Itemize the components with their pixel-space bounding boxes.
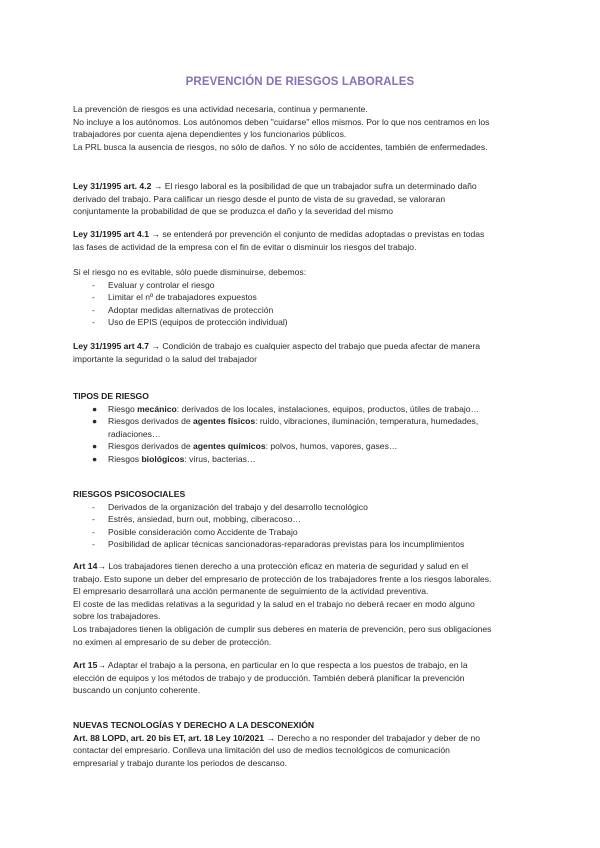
art-4-2-line: derivado del trabajo. Para calificar un riesgo desde el punto de vista de su gravedad, se valoraran <box>73 193 446 204</box>
art-4-1-paragraph <box>73 228 535 253</box>
item-text: : ruido, vibraciones, iluminación, temperatura, humedades, <box>255 416 479 427</box>
list-item-text: Posible consideración como Accidente de Trabajo <box>108 526 298 537</box>
dash-marker: - <box>92 292 95 303</box>
art-4-1-line: las fases de actividad de la empresa con el fin de evitar o disminuir los riesgos del trabajo. <box>73 241 417 252</box>
desconexion-line: contactar del empresario. Conlleva una limitación del uso de medios tecnológicos de comunicación <box>73 745 450 756</box>
item-text: Riesgos <box>108 453 142 464</box>
intro-line: La prevención de riesgos es una actividad necesaria, continua y permanente. <box>73 104 368 114</box>
list-item-text: Limitar el nº de trabajadores expuestos <box>108 292 257 303</box>
bullet-icon: ● <box>92 403 98 414</box>
art-4-2-text: El riesgo laboral es la posibilidad de que un trabajador sufra un determinado daño <box>162 181 477 191</box>
tipos-riesgo-section <box>73 390 535 466</box>
list-item <box>73 316 535 329</box>
desconexion-section <box>73 719 535 769</box>
art-14-line: Los trabajadores tienen la obligación de cumplir sus deberes en materia de prevención, pero sus obligaciones <box>73 623 492 634</box>
risk-reduction-section <box>73 266 535 329</box>
item-text: : polvos, humos, vapores, gases… <box>265 441 398 452</box>
item-text: Riesgos derivados de <box>108 441 194 452</box>
art-4-7-text: Condición de trabajo es cualquier aspecto del trabajo que pueda afectar de manera <box>159 341 481 351</box>
list-item-text: Adoptar medidas alternativas de protección <box>108 304 274 315</box>
item-text: Riesgo <box>108 403 138 414</box>
bullet-icon: ● <box>92 441 98 452</box>
list-item <box>73 279 535 292</box>
intro-line: trabajadores por cuenta ajena dependientes y los funcionarios públicos. <box>73 129 347 140</box>
item-text: : virus, bacterias… <box>184 453 256 464</box>
list-item <box>73 440 535 453</box>
list-item <box>73 453 535 466</box>
dash-marker: - <box>92 317 95 328</box>
list-item <box>73 291 535 304</box>
art-4-2-paragraph <box>73 180 535 218</box>
art-4-7-line: importante la seguridad o la salud del trabajador <box>73 353 257 364</box>
intro-line: No incluye a los autónomos. Los autónomos deben "cuidarse" ellos mismos. Por lo que nos centramos en los <box>73 116 490 127</box>
psico-list <box>73 501 535 551</box>
art-14-line: no eximen al empresario de su deber de protección. <box>73 636 272 647</box>
dash-marker: - <box>92 514 95 525</box>
psico-heading: RIESGOS PSICOSOCIALES <box>73 489 186 499</box>
risk-reduction-list <box>73 279 535 329</box>
tipos-heading: TIPOS DE RIESGO <box>73 391 149 401</box>
art-14-line: El empresario desarrollará una acción permanente de seguimiento de la actividad preventiva. <box>73 586 429 597</box>
dash-marker: - <box>92 304 95 315</box>
art-14-line: sobre los trabajadores. <box>73 611 161 622</box>
item-bold: agentes químicos <box>193 441 266 452</box>
art-14-text: Los trabajadores tienen derecho a una protección eficaz en materia de seguridad y salud en el <box>105 561 469 571</box>
art-14-ref: Art 14→ <box>73 561 106 571</box>
list-item <box>73 304 535 317</box>
desconexion-text: Derecho a no responder del trabajador y deber de no <box>275 732 481 743</box>
bullet-icon: ● <box>92 453 98 464</box>
list-item-text: Estrés, ansiedad, burn out, mobbing, ciberacoso… <box>108 514 301 525</box>
tipos-list <box>73 403 535 466</box>
art-4-1-text: se entenderá por prevención el conjunto de medidas adoptadas o previstas en todas <box>159 229 485 239</box>
item-text: : derivados de los locales, instalaciones, equipos, productos, útiles de trabajo… <box>176 403 480 414</box>
desconexion-heading: NUEVAS TECNOLOGÍAS Y DERECHO A LA DESCONEXIÓN <box>73 720 315 730</box>
art-4-1-ref: Ley 31/1995 art 4.1 → <box>73 229 160 239</box>
intro-paragraph <box>73 103 535 153</box>
list-item <box>73 538 535 551</box>
bullet-icon: ● <box>92 416 98 427</box>
desconexion-line: empresarial y trabajo durante los periodos de descanso. <box>73 757 288 768</box>
page-title: PREVENCIÓN DE RIESGOS LABORALES <box>185 76 415 88</box>
item-text: Riesgos derivados de <box>108 416 194 427</box>
list-item-text: Posibilidad de aplicar técnicas sancionadoras-reparadoras previstas para los incumplimientos <box>108 539 465 550</box>
list-item <box>73 513 535 526</box>
art-14-line: trabajo. Esto supone un deber del empresario de protección de los trabajadores frente a los riesgos laborales. <box>73 573 492 584</box>
risk-reduction-lead: Si el riesgo no es evitable, sólo puede disminuirse, debemos: <box>73 267 307 277</box>
art-15-text: Adaptar el trabajo a la persona, en particular en lo que respecta a los puestos de trabajo, en la <box>105 660 468 670</box>
dash-marker: - <box>92 526 95 537</box>
list-item-text: Evaluar y controlar el riesgo <box>108 279 215 290</box>
dash-marker: - <box>92 539 95 550</box>
art-15-paragraph <box>73 659 535 697</box>
item-bold: mecánico <box>137 403 177 414</box>
item-text: radiaciones… <box>108 428 161 439</box>
art-14-line: El coste de las medidas relativas a la seguridad y la salud en el trabajo no deberá recaer en modo alguno <box>73 598 475 609</box>
psicosociales-section <box>73 488 535 551</box>
item-bold: biológicos <box>141 453 185 464</box>
intro-line: La PRL busca la ausencia de riesgos, no sólo de daños. Y no sólo de accidentes, también de enfermedades. <box>73 141 488 152</box>
art-4-2-ref: Ley 31/1995 art. 4.2 → <box>73 181 163 191</box>
art-14-paragraph <box>73 560 535 648</box>
item-bold: agentes físicos <box>193 416 256 427</box>
dash-marker: - <box>92 279 95 290</box>
desconexion-ref: Art. 88 LOPD, art. 20 bis ET, art. 18 Ley 10/2021 → <box>73 732 276 743</box>
list-item <box>73 526 535 539</box>
art-4-7-ref: Ley 31/1995 art 4.7 → <box>73 341 160 351</box>
art-4-7-paragraph <box>73 340 535 365</box>
dash-marker: - <box>92 501 95 512</box>
list-item-text: Derivados de la organización del trabajo y del desarrollo tecnológico <box>108 501 368 512</box>
list-item <box>73 403 535 416</box>
list-item <box>73 415 535 440</box>
art-15-line: elección de equipos y los métodos de trabajo y de producción. También deberá planificar la prevención <box>73 672 465 683</box>
art-15-line: buscando un conjunto coherente. <box>73 685 201 696</box>
list-item <box>73 501 535 514</box>
list-item-text: Uso de EPIS (equipos de protección individual) <box>108 317 288 328</box>
art-15-ref: Art 15→ <box>73 660 106 670</box>
art-4-2-line: conjuntamente la probabilidad de que se produzca el daño y la severidad del mismo <box>73 206 394 217</box>
